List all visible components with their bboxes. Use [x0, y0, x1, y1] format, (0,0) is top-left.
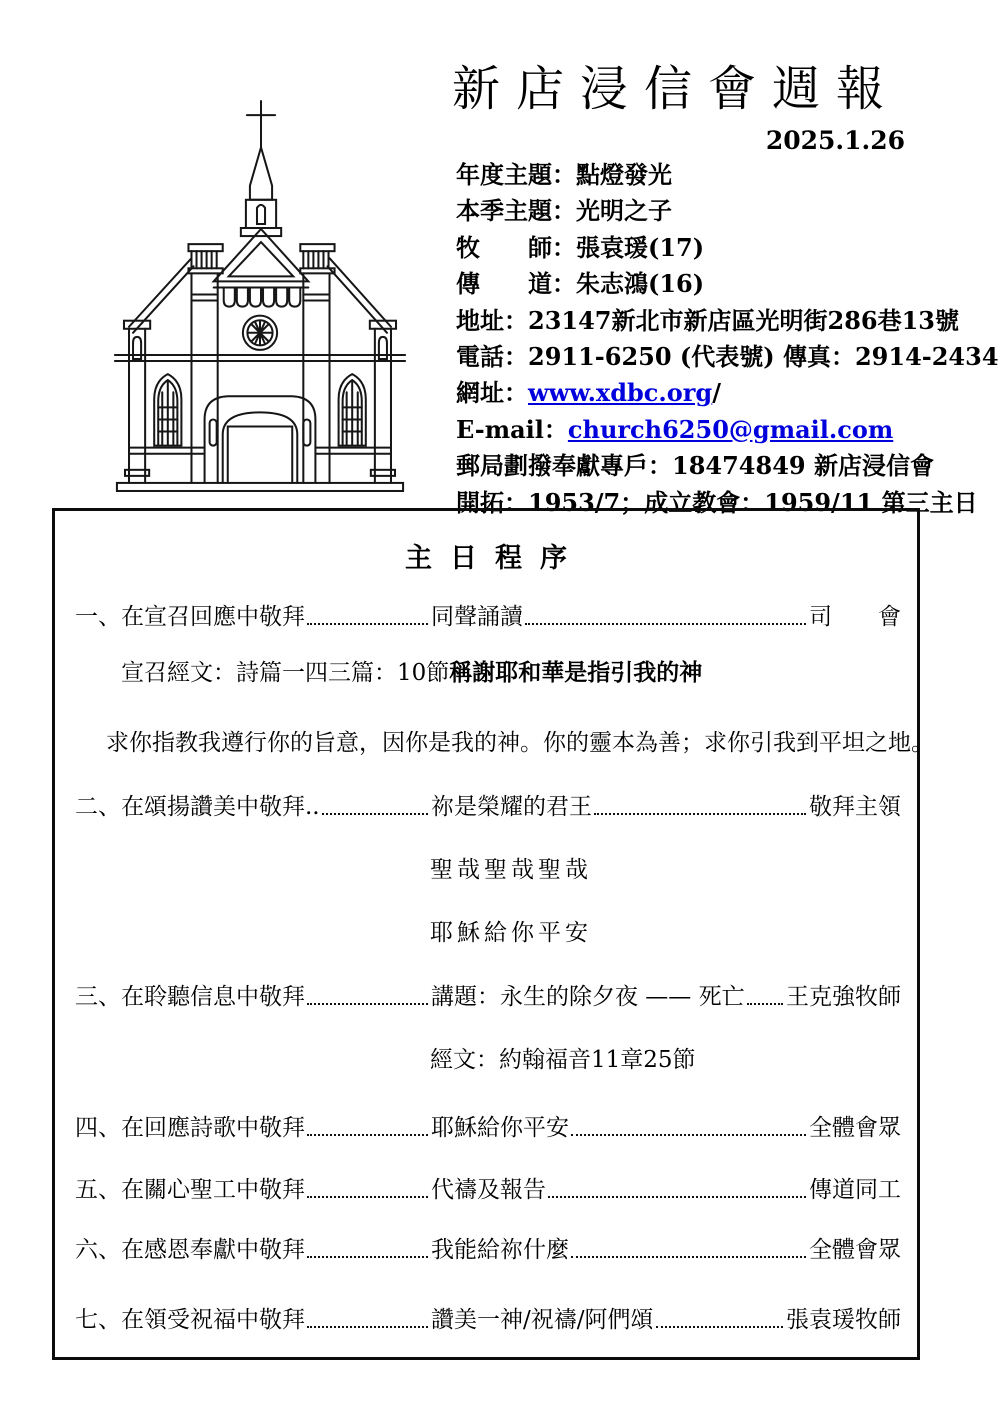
info-line-address: 地址：23147新北市新店區光明街286巷13號: [456, 305, 959, 335]
program-row-right: 王克強牧師: [786, 984, 901, 1010]
program-row-left: 六、在感恩奉獻中敬拜: [75, 1237, 305, 1263]
program-row-right: 司 會: [809, 604, 901, 630]
info-line-phone: 電話：2911-6250 (代表號) 傳真：2914-2434: [456, 341, 999, 371]
sermon-scripture-line: 經文：約翰福音11章25節: [430, 1047, 696, 1073]
program-row-1: [75, 602, 901, 632]
program-row-right: 全體會眾: [809, 1237, 901, 1263]
program-row-2: [75, 792, 901, 822]
dotted-leader: [307, 1196, 428, 1198]
program-row-7: [75, 1305, 901, 1335]
page-title: 新店浸信會週報: [452, 61, 901, 117]
program-row-right: 敬拜主領: [809, 794, 901, 820]
website-link[interactable]: www.xdbc.org: [528, 378, 713, 408]
hymn-line-1: 聖哉聖哉聖哉: [430, 857, 592, 883]
program-row-left: 四、在回應詩歌中敬拜: [75, 1115, 305, 1141]
email-label: E-mail：: [456, 414, 568, 444]
program-row-left: 七、在領受祝福中敬拜: [75, 1307, 305, 1333]
dotted-leader: [571, 1256, 806, 1258]
website-label: 網址：: [456, 378, 528, 408]
program-row-middle: 我能給祢什麼: [431, 1237, 569, 1263]
dotted-leader: [307, 1003, 428, 1005]
dotted-leader: [307, 1134, 428, 1136]
program-row-middle: 耶穌給你平安: [431, 1115, 569, 1141]
dotted-leader: [571, 1134, 806, 1136]
program-row-middle: 同聲誦讀: [431, 604, 523, 630]
program-row-right: 傳道同工: [809, 1177, 901, 1203]
dotted-leader: [307, 623, 428, 625]
call-scripture-prefix: 宣召經文：詩篇一四三篇：10節: [121, 660, 450, 686]
info-line-postal-account: 郵局劃撥奉獻專戶：18474849 新店浸信會: [456, 451, 934, 481]
program-box: [52, 508, 934, 1360]
dotted-leader: [525, 623, 806, 625]
church-illustration: [105, 95, 415, 493]
program-row-middle: 代禱及報告: [431, 1177, 546, 1203]
dotted-leader: [656, 1326, 784, 1328]
info-line-website: [456, 375, 956, 411]
program-row-middle: 祢是榮耀的君王: [431, 794, 592, 820]
website-suffix: /: [712, 378, 721, 408]
program-row-6: [75, 1235, 901, 1265]
info-line-minister: 傳 道：朱志鴻(16): [456, 269, 705, 299]
info-line-annual-theme: 年度主題：點燈發光: [456, 160, 672, 189]
info-line-pastor: 牧 師：張袁瑗(17): [456, 232, 705, 262]
call-scripture-line: [121, 658, 702, 688]
dotted-leader: [548, 1196, 806, 1198]
program-row-right: 張袁瑗牧師: [786, 1307, 901, 1333]
program-row-middle: 講題：永生的除夕夜 —— 死亡: [431, 984, 745, 1010]
program-title: 主日程序: [405, 543, 585, 574]
call-scripture-body: 求你指教我遵行你的旨意，因你是我的神。你的靈本為善；求你引我到平坦之地。: [106, 730, 934, 756]
program-row-middle: 讚美一神/祝禱/阿們頌: [431, 1307, 654, 1333]
program-row-left: 一、在宣召回應中敬拜: [75, 604, 305, 630]
dotted-leader: [322, 813, 428, 815]
dotted-leader: [747, 1003, 783, 1005]
info-line-email: [456, 412, 956, 448]
issue-date: 2025.1.26: [765, 126, 905, 155]
program-row-5: [75, 1175, 901, 1205]
program-row-left: 二、在頌揚讚美中敬拜..: [75, 794, 320, 820]
info-line-founding: 開拓：1953/7；成立教會：1959/11 第三主日: [456, 487, 978, 517]
dotted-leader: [594, 813, 806, 815]
call-scripture-bold: 稱謝耶和華是指引我的神: [449, 659, 703, 686]
info-line-quarter-theme: 本季主題：光明之子: [456, 196, 672, 226]
church-info-block: [456, 157, 999, 521]
program-row-left: 五、在關心聖工中敬拜: [75, 1177, 305, 1203]
email-link[interactable]: church6250@gmail.com: [567, 414, 894, 444]
program-row-4: [75, 1113, 901, 1143]
program-row-right: 全體會眾: [809, 1115, 901, 1141]
hymn-line-2: 耶穌給你平安: [430, 920, 592, 946]
program-row-left: 三、在聆聽信息中敬拜: [75, 984, 305, 1010]
program-row-3: [75, 982, 901, 1012]
dotted-leader: [307, 1326, 428, 1328]
dotted-leader: [307, 1256, 428, 1258]
